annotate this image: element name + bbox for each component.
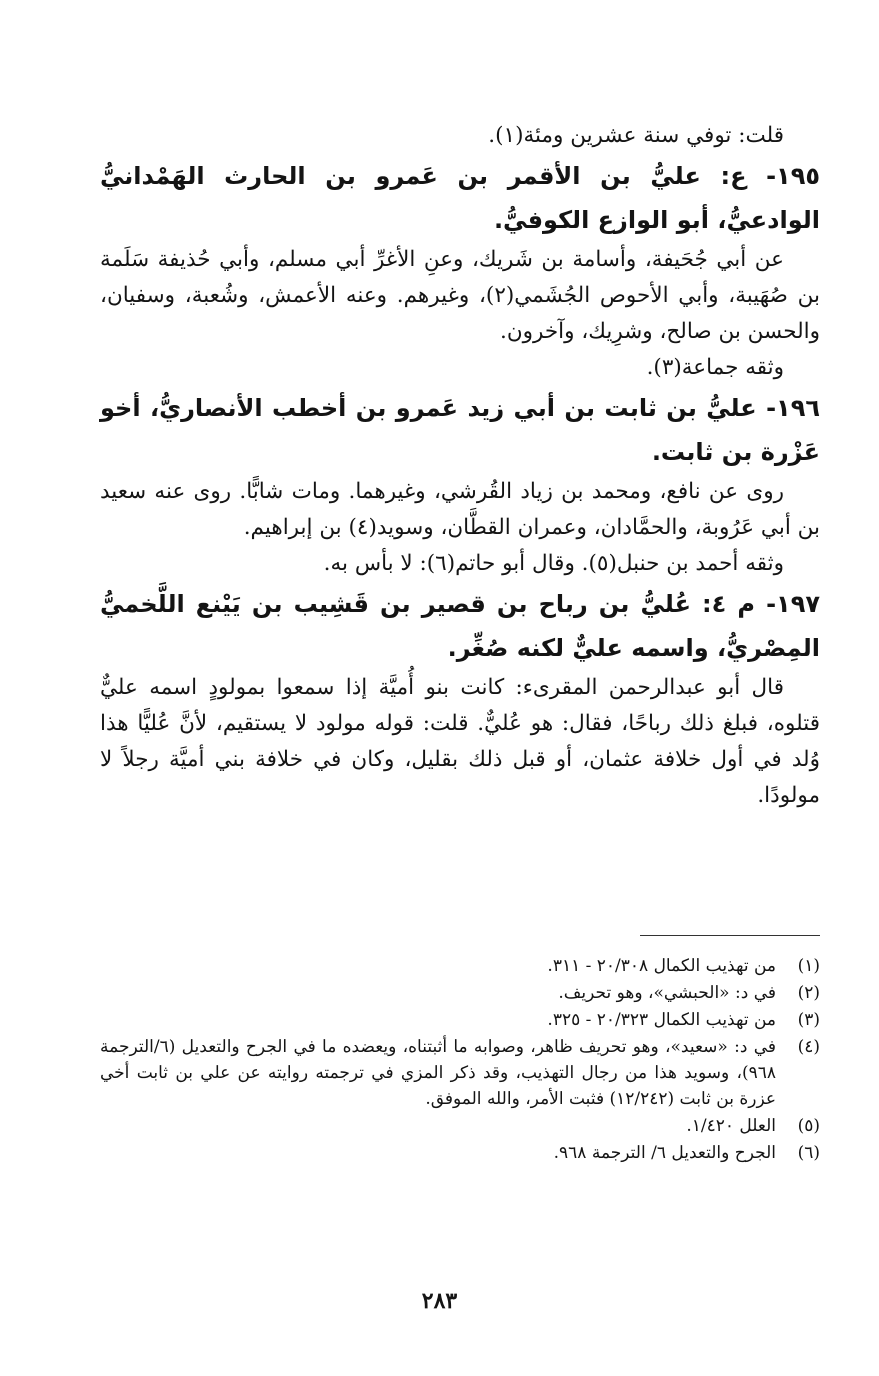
footnote-divider xyxy=(640,935,820,936)
footnote xyxy=(100,953,820,979)
entry-paragraph: وثقه جماعة(٣). xyxy=(646,355,784,380)
footnote-number: (٣) xyxy=(797,1010,820,1030)
main-text xyxy=(100,118,820,814)
entry-heading: ١٩٥- ع: عليُّ بن الأقمر بن عَمرو بن الحارث الهَمْدانيُّ الوادعيُّ، أبو الوازع الكوفيُّ. xyxy=(100,162,820,234)
footnote-text: من تهذيب الكمال ٢٠/٣٠٨ - ٣١١. xyxy=(547,956,776,976)
footnote-number: (١) xyxy=(797,956,820,976)
note-line: قلت: توفي سنة عشرين ومئة(١). xyxy=(488,123,784,148)
entry-heading: ١٩٦- عليُّ بن ثابت بن أبي زيد عَمرو بن أخطب الأنصاريُّ، أخو عَزْرة بن ثابت. xyxy=(100,394,820,466)
footnote xyxy=(100,1034,820,1112)
entry-paragraph: عن أبي جُحَيفة، وأسامة بن شَريك، وعنِ الأغرِّ أبي مسلم، وأبي حُذيفة سَلَمة بن صُهَيبة، وأبي الأحوص الجُشَمي(٢)، وغيرهم. وعنه الأعمش، وشُعبة، وسفيان، والحسن بن صالح، وشرِيك، وآخرون. xyxy=(100,247,820,344)
footnote-number: (٢) xyxy=(797,983,820,1003)
footnote-number: (٦) xyxy=(797,1143,820,1163)
footnote xyxy=(100,980,820,1006)
page-number: ٢٨٣ xyxy=(421,1288,458,1314)
entry-paragraph: قال أبو عبدالرحمن المقرىء: كانت بنو أُميَّة إذا سمعوا بمولودٍ اسمه عليٌّ قتلوه، فبلغ ذلك رباحًا، فقال: هو عُليٌّ. قلت: قوله مولود لا يستقيم، لأنَّ عُليًّا هذا وُلد في أول خلافة عثمان، أو قبل ذلك بقليل، وكان في خلافة بني أميَّة رجلاً لا مولودًا. xyxy=(100,675,820,808)
footnote-text: في د: «الحبشي»، وهو تحريف. xyxy=(558,983,776,1003)
footnote-number: (٤) xyxy=(797,1037,820,1057)
footnote-text: العلل ١/٤٢٠. xyxy=(686,1116,776,1136)
entry-heading: ١٩٧- م ٤: عُليُّ بن رباح بن قصير بن قَشِيب بن يَيْنع اللَّخميُّ المِصْريُّ، واسمه عليٌّ لكنه صُغِّر. xyxy=(100,590,820,662)
footnote-text: في د: «سعيد»، وهو تحريف ظاهر، وصوابه ما أثبتناه، ويعضده ما في الجرح والتعديل (٦/الترجمة ٩٦٨)، وسويد هذا من رجال التهذيب، وقد ذكر المزي في ترجمته روايته عن علي بن ثابت أخي عزرة بن ثابت (١٢/٢٤٢) فثبت الأمر، والله الموفق. xyxy=(100,1037,776,1109)
entry-paragraph: وثقه أحمد بن حنبل(٥). وقال أبو حاتم(٦): لا بأس به. xyxy=(323,551,784,576)
footnote xyxy=(100,1113,820,1139)
footnotes xyxy=(100,953,820,1167)
entry-196 xyxy=(100,386,820,582)
footnote xyxy=(100,1007,820,1033)
entry-paragraph: روى عن نافع، ومحمد بن زياد القُرشي، وغيرهما. ومات شابًّا. روى عنه سعيد بن أبي عَرُوبة، والحمَّادان، وعمران القطَّان، وسويد(٤) بن إبراهيم. xyxy=(100,479,820,540)
footnote xyxy=(100,1140,820,1166)
entry-195 xyxy=(100,154,820,386)
entry-197 xyxy=(100,582,820,814)
footnote-number: (٥) xyxy=(797,1116,820,1136)
footnote-text: الجرح والتعديل ٦/ الترجمة ٩٦٨. xyxy=(553,1143,776,1163)
footnote-text: من تهذيب الكمال ٢٠/٣٢٣ - ٣٢٥. xyxy=(547,1010,776,1030)
